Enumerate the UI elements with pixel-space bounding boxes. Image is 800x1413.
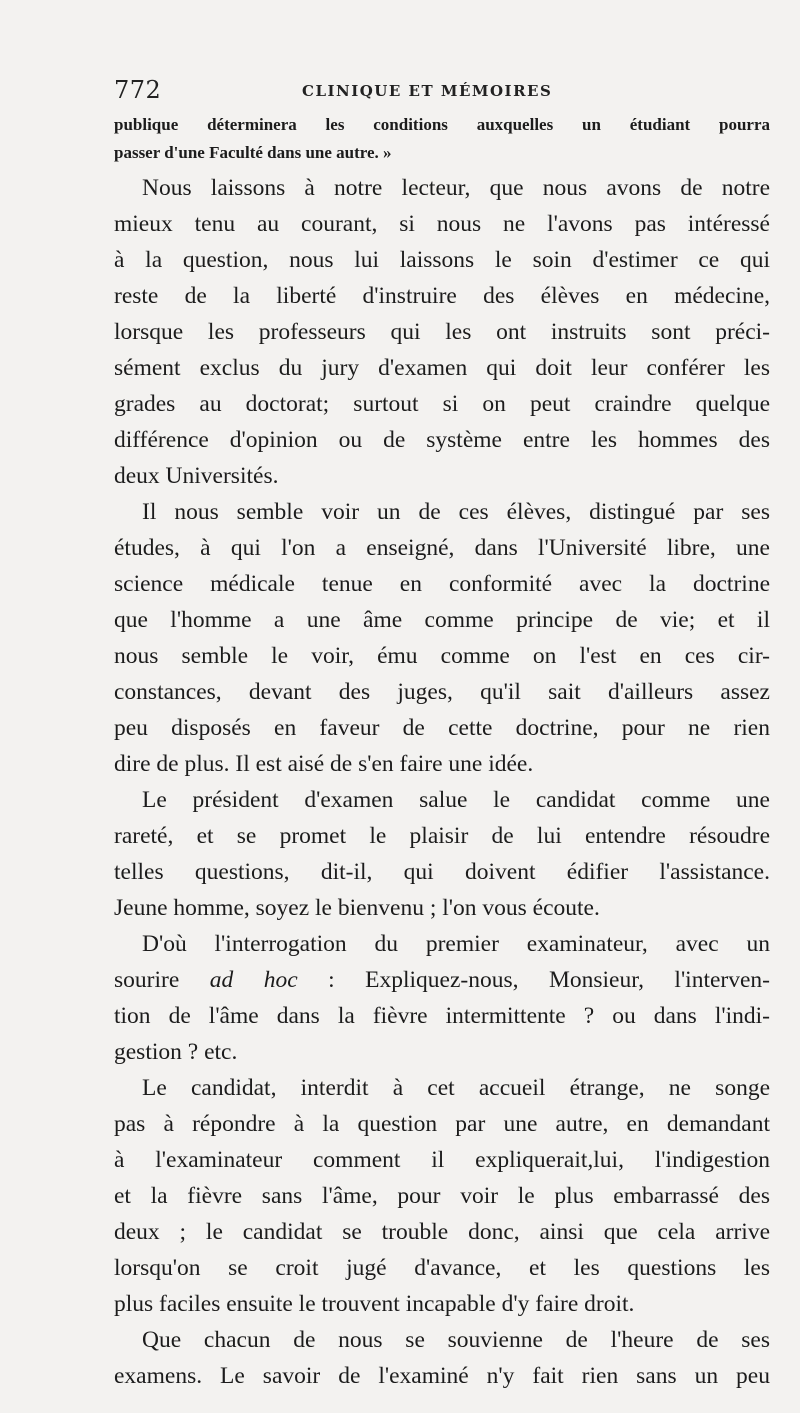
text-fragment: sourire <box>114 967 210 993</box>
text-line: à l'examinateur comment il expliquerait,lui, l'indigestion <box>114 1147 770 1173</box>
text-line: études, à qui l'on a enseigné, dans l'Université libre, une <box>114 535 770 561</box>
text-line: publique déterminera les conditions auxquelles un étudiant pourra <box>114 115 770 134</box>
text-line: lorsqu'on se croit jugé d'avance, et les questions les <box>114 1255 770 1281</box>
text-line: Il nous semble voir un de ces élèves, distingué par ses <box>142 499 770 525</box>
text-line: mieux tenu au courant, si nous ne l'avons pas intéressé <box>114 211 770 237</box>
text-line: que l'homme a une âme comme principe de vie; et il <box>114 607 770 633</box>
text-line: rareté, et se promet le plaisir de lui entendre résoudre <box>114 823 770 849</box>
page-number: 772 <box>114 76 162 104</box>
text-line: nous semble le voir, ému comme on l'est en ces cir- <box>114 643 770 669</box>
text-line: examens. Le savoir de l'examiné n'y fait rien sans un peu <box>114 1363 770 1389</box>
text-line: Le président d'examen salue le candidat comme une <box>142 787 770 813</box>
text-line: différence d'opinion ou de système entre les hommes des <box>114 427 770 453</box>
text-line: deux Universités. <box>114 463 279 489</box>
text-line: constances, devant des juges, qu'il sait d'ailleurs assez <box>114 679 770 705</box>
page-header <box>114 76 770 106</box>
text-line: Jeune homme, soyez le bienvenu ; l'on vous écoute. <box>114 895 600 921</box>
text-line: pas à répondre à la question par une autre, en demandant <box>114 1111 770 1137</box>
text-line: dire de plus. Il est aisé de s'en faire une idée. <box>114 751 534 777</box>
text-line: deux ; le candidat se trouble donc, ainsi que cela arrive <box>114 1219 770 1245</box>
text-line: passer d'une Faculté dans une autre. » <box>114 143 392 162</box>
text-line: lorsque les professeurs qui les ont instruits sont préci- <box>114 319 770 345</box>
running-head: CLINIQUE ET MÉMOIRES <box>302 82 553 100</box>
text-line: Nous laissons à notre lecteur, que nous avons de notre <box>142 175 770 201</box>
continuation-paragraph <box>114 111 770 167</box>
body-text <box>114 170 770 1394</box>
text-line: grades au doctorat; surtout si on peut craindre quelque <box>114 391 770 417</box>
italic-phrase: ad hoc <box>209 967 298 993</box>
text-line: science médicale tenue en conformité avec la doctrine <box>114 571 770 597</box>
text-line: gestion ? etc. <box>114 1039 238 1065</box>
text-line: Le candidat, interdit à cet accueil étrange, ne songe <box>142 1075 770 1101</box>
text-fragment: : Expliquez-nous, Monsieur, l'interven- <box>297 967 770 993</box>
text-line: peu disposés en faveur de cette doctrine, pour ne rien <box>114 715 770 741</box>
text-line: sément exclus du jury d'examen qui doit leur conférer les <box>114 355 770 381</box>
text-line: D'où l'interrogation du premier examinateur, avec un <box>142 931 770 957</box>
text-line: à la question, nous lui laissons le soin d'estimer ce qui <box>114 247 770 273</box>
text-line: et la fièvre sans l'âme, pour voir le plus embarrassé des <box>114 1183 770 1209</box>
text-line: Que chacun de nous se souvienne de l'heure de ses <box>142 1327 770 1353</box>
text-line: telles questions, dit-il, qui doivent édifier l'assistance. <box>114 859 770 885</box>
text-line <box>114 962 770 998</box>
text-line: reste de la liberté d'instruire des élèves en médecine, <box>114 283 770 309</box>
text-line: tion de l'âme dans la fièvre intermittente ? ou dans l'indi- <box>114 1003 770 1029</box>
text-line: plus faciles ensuite le trouvent incapable d'y faire droit. <box>114 1291 635 1317</box>
